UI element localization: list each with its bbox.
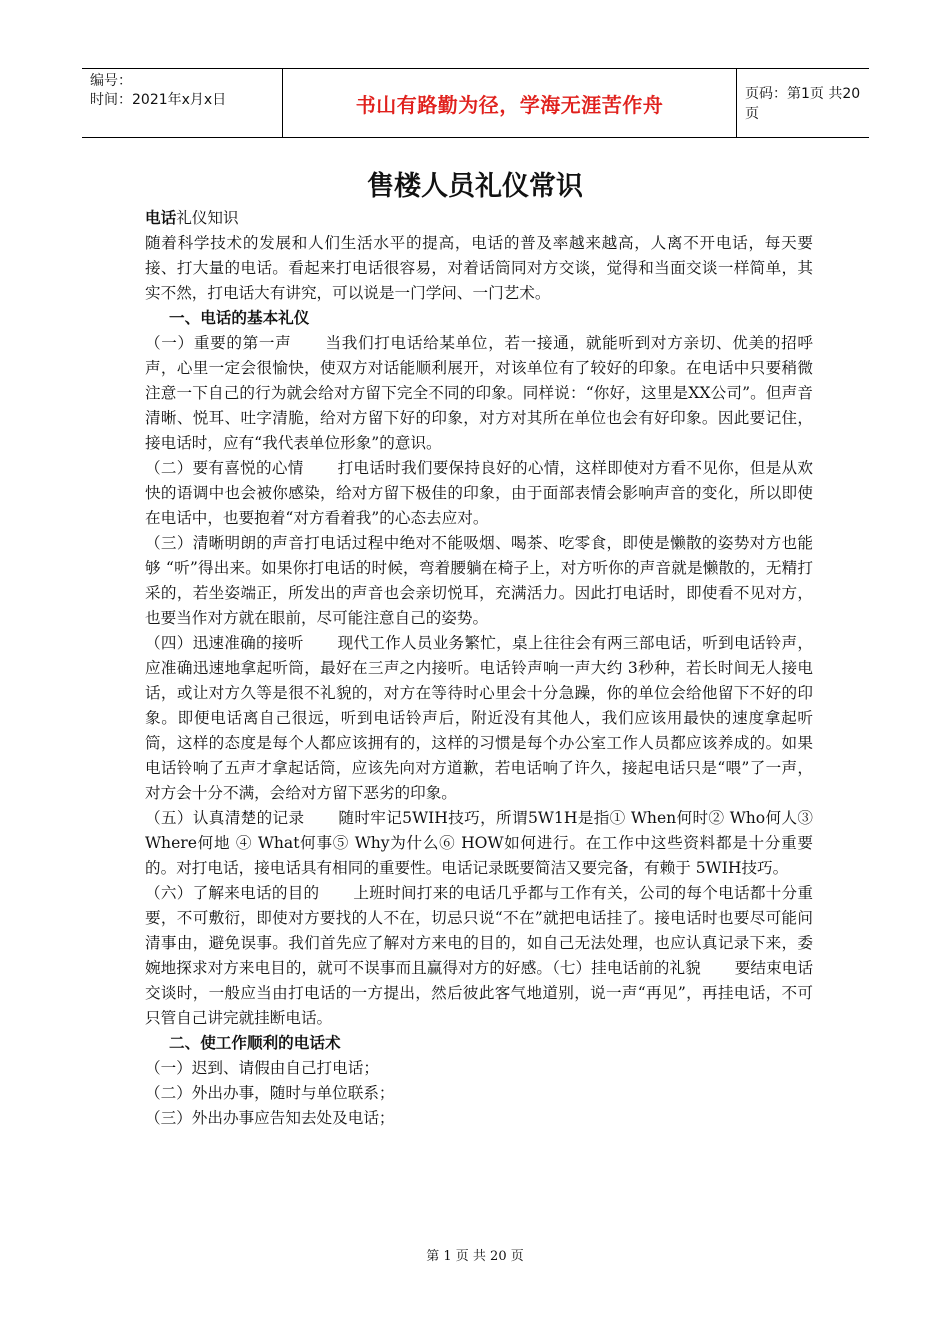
- paragraph-5-label: （五）认真清楚的记录: [145, 809, 305, 827]
- paragraph-6: [145, 881, 813, 1031]
- paragraph-3: （三）清晰明朗的声音打电话过程中绝对不能吸烟、喝茶、吃零食，即使是懒散的姿势对方也能够 “听”得出来。如果你打电话的时候，弯着腰躺在椅子上，对方听你的声音就是懒散的，无精打采的，若坐姿端正，所发出的声音也会亲切悦耳，充满活力。因此打电话时，即使看不见对方，也要当作对方就在眼前，尽可能注意自己的姿势。: [145, 534, 813, 627]
- intro-paragraph: 随着科学技术的发展和人们生活水平的提高，电话的普及率越来越高，人离不开电话，每天要接、打大量的电话。看起来打电话很容易，对着话筒同对方交谈，觉得和当面交谈一样简单，其实不然，打电话大有讲究，可以说是一门学问、一门艺术。: [145, 234, 813, 302]
- intro-heading: [145, 206, 813, 231]
- intro-heading-rest: 礼仪知识: [176, 209, 239, 227]
- section-1-title: 一、电话的基本礼仪: [169, 309, 310, 327]
- section-2-title: 二、使工作顺利的电话术: [169, 1034, 341, 1052]
- paragraph-4-label: （四）迅速准确的接听: [145, 634, 304, 652]
- page-footer: 第 1 页 共 20 页: [426, 1249, 524, 1264]
- list-item: （二）外出办事，随时与单位联系；: [145, 1084, 395, 1102]
- paragraph-2: [145, 456, 813, 531]
- page-title: 售楼人员礼仪常识: [367, 171, 583, 202]
- list-item: （三）外出办事应告知去处及电话；: [145, 1109, 395, 1127]
- header-page-info: [737, 69, 869, 137]
- time-label: 时间：2021年x月x日: [90, 92, 227, 108]
- document-body: [145, 206, 813, 1131]
- paragraph-1-label: （一）重要的第一声: [145, 334, 292, 352]
- paragraph-5-text: 随时牢记5WIH技巧，所谓5W1H是指① When何时② Who何人③ Where何地 ④ What何事⑤ Why为什么⑥ HOW如何进行。在工作中这些资料都是十分重要的。对打电话，接电话具有相同的重要性。电话记录既要简洁又要完备，有赖于 5WIH技巧。: [145, 809, 813, 877]
- paragraph-5: [145, 806, 813, 881]
- header-meta: [82, 69, 282, 137]
- paragraph-6-text-a: 上班时间打来的电话几乎都与工作有关，公司的每个电话都十分重要，不可敷衍，即使对方要找的人不在，切忌只说“不在”就把电话挂了。接电话时也要尽可能问清事由，避免误事。我们首先应了解对方来电的目的，如自己无法处理，也应认真记录下来，委婉地探求对方来电目的，就可不误事而且赢得对方的好感。（七）挂电话前的礼貌: [145, 884, 813, 977]
- number-label: 编号：: [90, 73, 132, 89]
- paragraph-4-text: 现代工作人员业务繁忙，桌上往往会有两三部电话，听到电话铃声，应准确迅速地拿起听筒，最好在三声之内接听。电话铃声响一声大约 3秒种，若长时间无人接电话，或让对方久等是很不礼貌的，对方在等待时心里会十分急躁，你的单位会给他留下不好的印象。即便电话离自己很远，听到电话铃声后，附近没有其他人，我们应该用最快的速度拿起听筒，这样的态度是每个人都应该拥有的，这样的习惯是每个办公室工作人员都应该养成的。如果电话铃响了五声才拿起话筒，应该先向对方道歉，若电话响了许久，接起电话只是“喂”了一声，对方会十分不满，会给对方留下恶劣的印象。: [145, 634, 813, 802]
- header-table: [82, 68, 869, 138]
- paragraph-6-text-b: 要结束电话交谈时，一般应当由打电话的一方提出，然后彼此客气地道别，说一声“再见”，再挂电话，不可只管自己讲完就挂断电话。: [145, 959, 813, 1027]
- paragraph-1-text: 当我们打电话给某单位，若一接通，就能听到对方亲切、优美的招呼声，心里一定会很愉快，使双方对话能顺利展开，对该单位有了较好的印象。在电话中只要稍微注意一下自己的行为就会给对方留下完全不同的印象。同样说：“你好，这里是XX公司”。但声音清晰、悦耳、吐字清脆，给对方留下好的印象，对方对其所在单位也会有好印象。因此要记住，接电话时，应有“我代表单位形象”的意识。: [145, 334, 813, 452]
- page-info: 页码：第1页 共20页: [745, 86, 861, 122]
- paragraph-1: [145, 331, 813, 456]
- paragraph-6-label: （六）了解来电话的目的: [145, 884, 320, 902]
- paragraph-4: [145, 631, 813, 806]
- list-item: （一）迟到、请假由自己打电话；: [145, 1059, 379, 1077]
- motto: 书山有路勤为径，学海无涯苦作舟: [355, 92, 664, 117]
- paragraph-2-label: （二）要有喜悦的心情: [145, 459, 304, 477]
- intro-heading-bold: 电话: [145, 209, 177, 227]
- header-motto-cell: [282, 69, 737, 137]
- paragraph-2-text: 打电话时我们要保持良好的心情，这样即使对方看不见你，但是从欢快的语调中也会被你感染，给对方留下极佳的印象，由于面部表情会影响声音的变化，所以即使在电话中，也要抱着“对方看着我”的心态去应对。: [145, 459, 813, 527]
